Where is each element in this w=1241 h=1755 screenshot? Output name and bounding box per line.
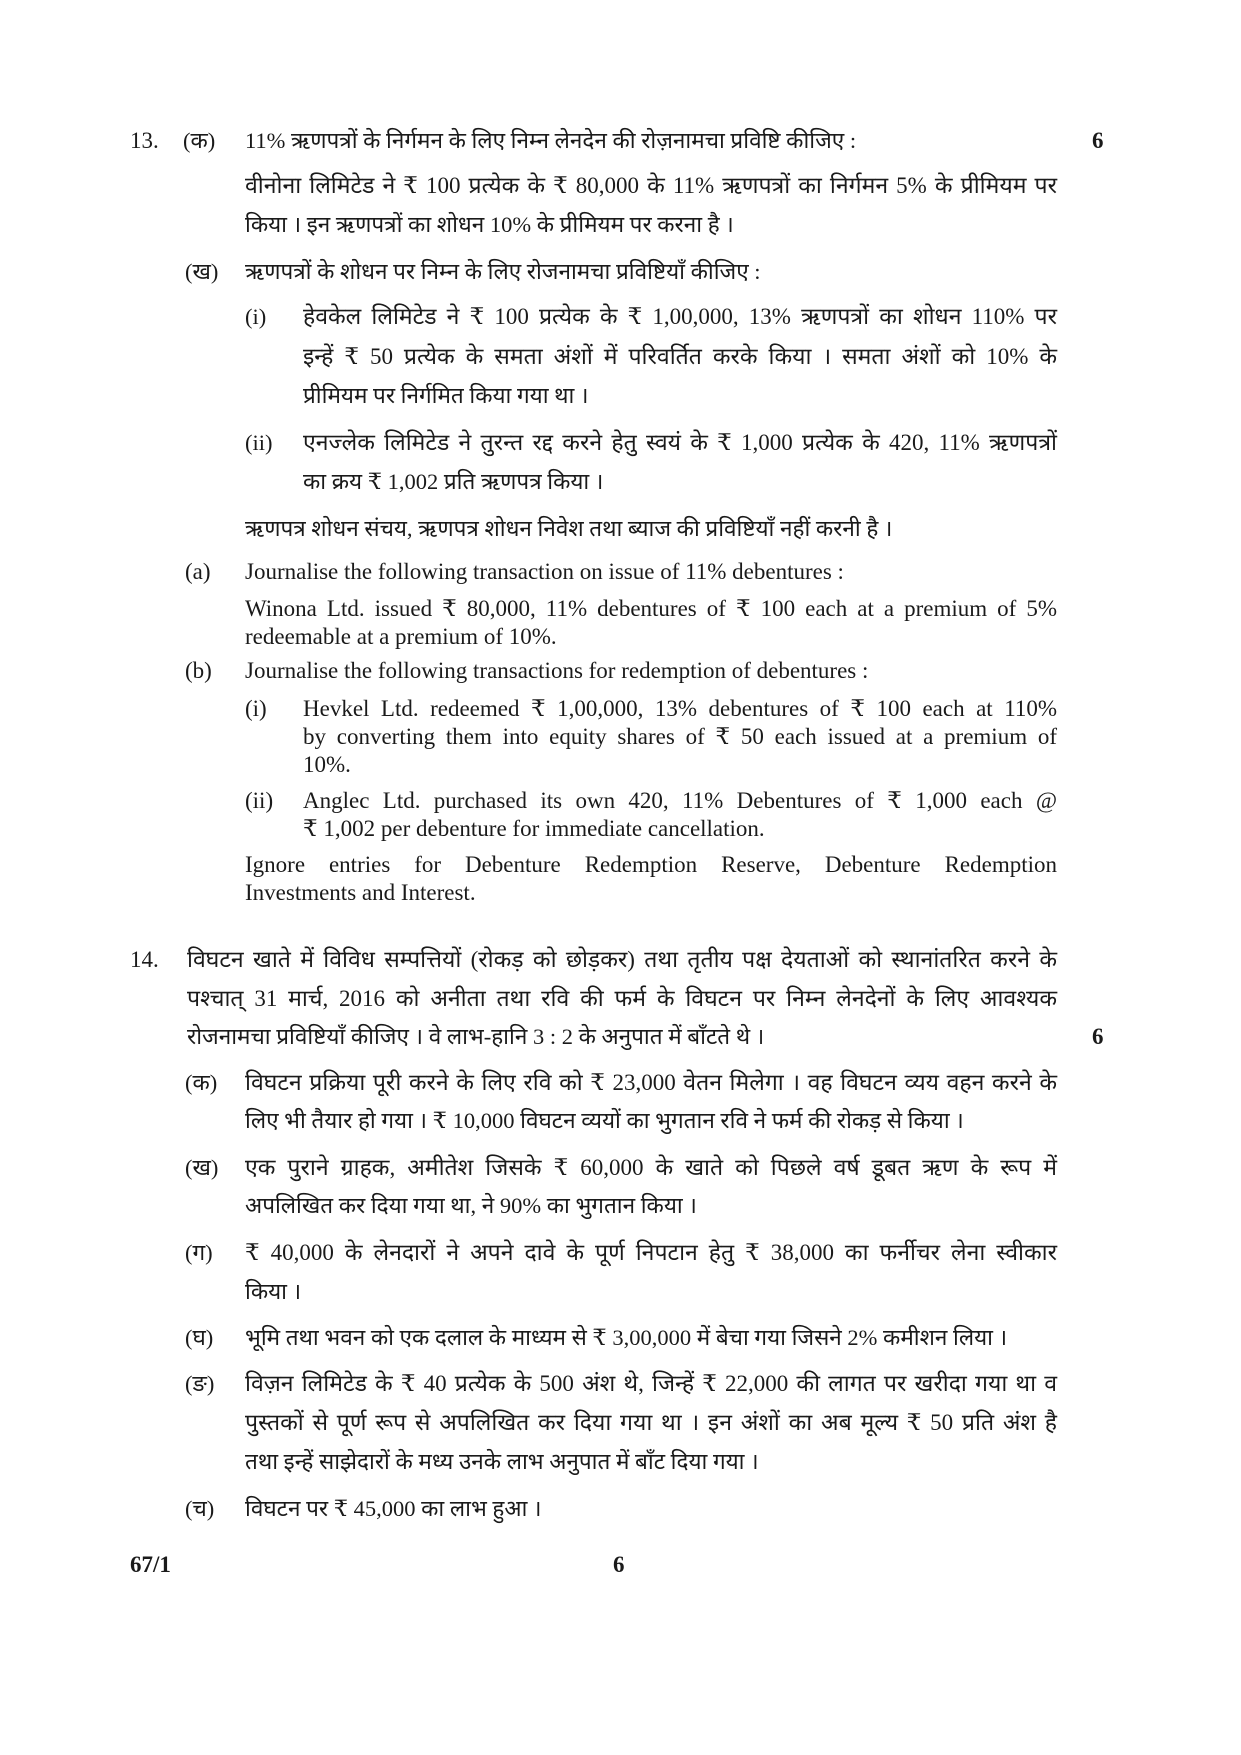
q13-hi-b-intro: ऋणपत्रों के शोधन पर निम्न के लिए रोजनामचा प्रविष्टियाँ कीजिए : xyxy=(245,259,761,284)
question-13-number: 13. xyxy=(130,128,159,153)
q14-item-3-line-1: ₹ 40,000 के लेनदारों ने अपने दावे के पूर्ण निपटान हेतु ₹ 38,000 का फर्नीचर लेना स्वीकार xyxy=(245,1240,1057,1265)
q13-en-b-ii-line-2: ₹ 1,002 per debenture for immediate cancellation. xyxy=(303,816,765,841)
q14-item-5-label: (ङ) xyxy=(185,1371,215,1396)
q13-en-note-line-1: Ignore entries for Debenture Redemption Reserve, Debenture Redemption xyxy=(245,852,1057,877)
page-number: 6 xyxy=(613,1552,625,1577)
q13-hi-b-ii-line-1: एनज्लेक लिमिटेड ने तुरन्त रद्द करने हेतु स्वयं के ₹ 1,000 प्रत्येक के 420, 11% ऋणपत्रों xyxy=(303,430,1057,455)
q13-en-note-line-2: Investments and Interest. xyxy=(245,880,476,905)
q13-en-a-line-2: Winona Ltd. issued ₹ 80,000, 11% debentures of ₹ 100 each at a premium of 5% xyxy=(245,596,1057,621)
q13-hi-a-line-3: किया । इन ऋणपत्रों का शोधन 10% के प्रीमियम पर करना है । xyxy=(245,212,734,237)
q14-marks: 6 xyxy=(1092,1024,1104,1049)
q13-en-b-ii-label: (ii) xyxy=(245,788,274,813)
q13-en-a-line-3: redeemable at a premium of 10%. xyxy=(245,624,557,649)
q14-item-4-line-1: भूमि तथा भवन को एक दलाल के माध्यम से ₹ 3,00,000 में बेचा गया जिसने 2% कमीशन लिया । xyxy=(245,1325,1008,1350)
q13-en-b-i-line-1: Hevkel Ltd. redeemed ₹ 1,00,000, 13% debentures of ₹ 100 each at 110% xyxy=(303,696,1057,721)
q13-hi-b-ii-label: (ii) xyxy=(245,430,273,455)
q14-item-5-line-1: विज़न लिमिटेड के ₹ 40 प्रत्येक के 500 अंश थे, जिन्हें ₹ 22,000 की लागत पर खरीदा गया था व xyxy=(245,1371,1057,1396)
q14-item-6-line-1: विघटन पर ₹ 45,000 का लाभ हुआ । xyxy=(245,1496,542,1521)
q13-hi-b-label: (ख) xyxy=(185,259,219,284)
q14-item-1-label: (क) xyxy=(185,1070,218,1095)
q14-item-2-line-2: अपलिखित कर दिया गया था, ने 90% का भुगतान किया । xyxy=(245,1193,697,1218)
q14-item-3-label: (ग) xyxy=(185,1240,213,1265)
q14-intro-line-2: पश्चात् 31 मार्च, 2016 को अनीता तथा रवि की फर्म के विघटन पर निम्न लेनदेनों के लिए आवश्यक xyxy=(187,986,1057,1011)
q14-item-4-label: (घ) xyxy=(185,1325,214,1350)
q13-en-b-ii-line-1: Anglec Ltd. purchased its own 420, 11% Debentures of ₹ 1,000 each @ xyxy=(303,788,1057,813)
q13-en-b-label: (b) xyxy=(185,658,212,683)
q13-en-a-line-1: Journalise the following transaction on issue of 11% debentures : xyxy=(245,559,844,584)
q13-en-b-intro: Journalise the following transactions for redemption of debentures : xyxy=(245,658,869,683)
q14-item-2-label: (ख) xyxy=(185,1155,219,1180)
q13-hi-b-i-line-3: प्रीमियम पर निर्गमित किया गया था । xyxy=(303,383,589,408)
q13-hi-b-i-label: (i) xyxy=(245,304,267,329)
q13-en-b-i-line-3: 10%. xyxy=(303,752,351,777)
q14-item-5-line-2: पुस्तकों से पूर्ण रूप से अपलिखित कर दिया गया था । इन अंशों का अब मूल्य ₹ 50 प्रति अंश है xyxy=(245,1410,1057,1435)
q13-hi-a-line-1: 11% ऋणपत्रों के निर्गमन के लिए निम्न लेनदेन की रोज़नामचा प्रविष्टि कीजिए : xyxy=(245,128,857,153)
paper-code: 67/1 xyxy=(130,1552,171,1577)
q14-item-1-line-1: विघटन प्रक्रिया पूरी करने के लिए रवि को ₹ 23,000 वेतन मिलेगा । वह विघटन व्यय वहन करने के xyxy=(245,1070,1057,1095)
q14-intro-line-1: विघटन खाते में विविध सम्पत्तियों (रोकड़ को छोड़कर) तथा तृतीय पक्ष देयताओं को स्थानांतरित करने के xyxy=(187,947,1057,972)
q13-hi-b-ii-line-2: का क्रय ₹ 1,002 प्रति ऋणपत्र किया । xyxy=(303,469,604,494)
q14-item-1-line-2: लिए भी तैयार हो गया । ₹ 10,000 विघटन व्ययों का भुगतान रवि ने फर्म की रोकड़ से किया । xyxy=(245,1108,964,1133)
q14-item-6-label: (च) xyxy=(185,1496,215,1521)
q13-marks: 6 xyxy=(1092,128,1104,153)
q14-intro-line-3: रोजनामचा प्रविष्टियाँ कीजिए । वे लाभ-हानि 3 : 2 के अनुपात में बाँटते थे । xyxy=(187,1024,765,1049)
q13-en-b-i-label: (i) xyxy=(245,696,267,721)
q13-hi-a-label: (क) xyxy=(183,128,216,153)
q13-hi-note: ऋणपत्र शोधन संचय, ऋणपत्र शोधन निवेश तथा ब्याज की प्रविष्टियाँ नहीं करनी है । xyxy=(245,516,893,541)
question-14-number: 14. xyxy=(130,947,159,972)
q14-item-3-line-2: किया । xyxy=(245,1279,302,1304)
q13-hi-a-line-2: वीनोना लिमिटेड ने ₹ 100 प्रत्येक के ₹ 80,000 के 11% ऋणपत्रों का निर्गमन 5% के प्रीमियम पर xyxy=(245,173,1057,198)
q14-item-5-line-3: तथा इन्हें साझेदारों के मध्य उनके लाभ अनुपात में बाँट दिया गया । xyxy=(245,1449,759,1474)
q13-hi-b-i-line-1: हेवकेल लिमिटेड ने ₹ 100 प्रत्येक के ₹ 1,00,000, 13% ऋणपत्रों का शोधन 110% पर xyxy=(303,304,1057,329)
q14-item-2-line-1: एक पुराने ग्राहक, अमीतेश जिसके ₹ 60,000 के खाते को पिछले वर्ष डूबत ऋण के रूप में xyxy=(245,1155,1057,1180)
q13-en-b-i-line-2: by converting them into equity shares of ₹ 50 each issued at a premium of xyxy=(303,724,1057,749)
q13-hi-b-i-line-2: इन्हें ₹ 50 प्रत्येक के समता अंशों में परिवर्तित करके किया । समता अंशों को 10% के xyxy=(303,344,1057,369)
q13-en-a-label: (a) xyxy=(185,559,211,584)
